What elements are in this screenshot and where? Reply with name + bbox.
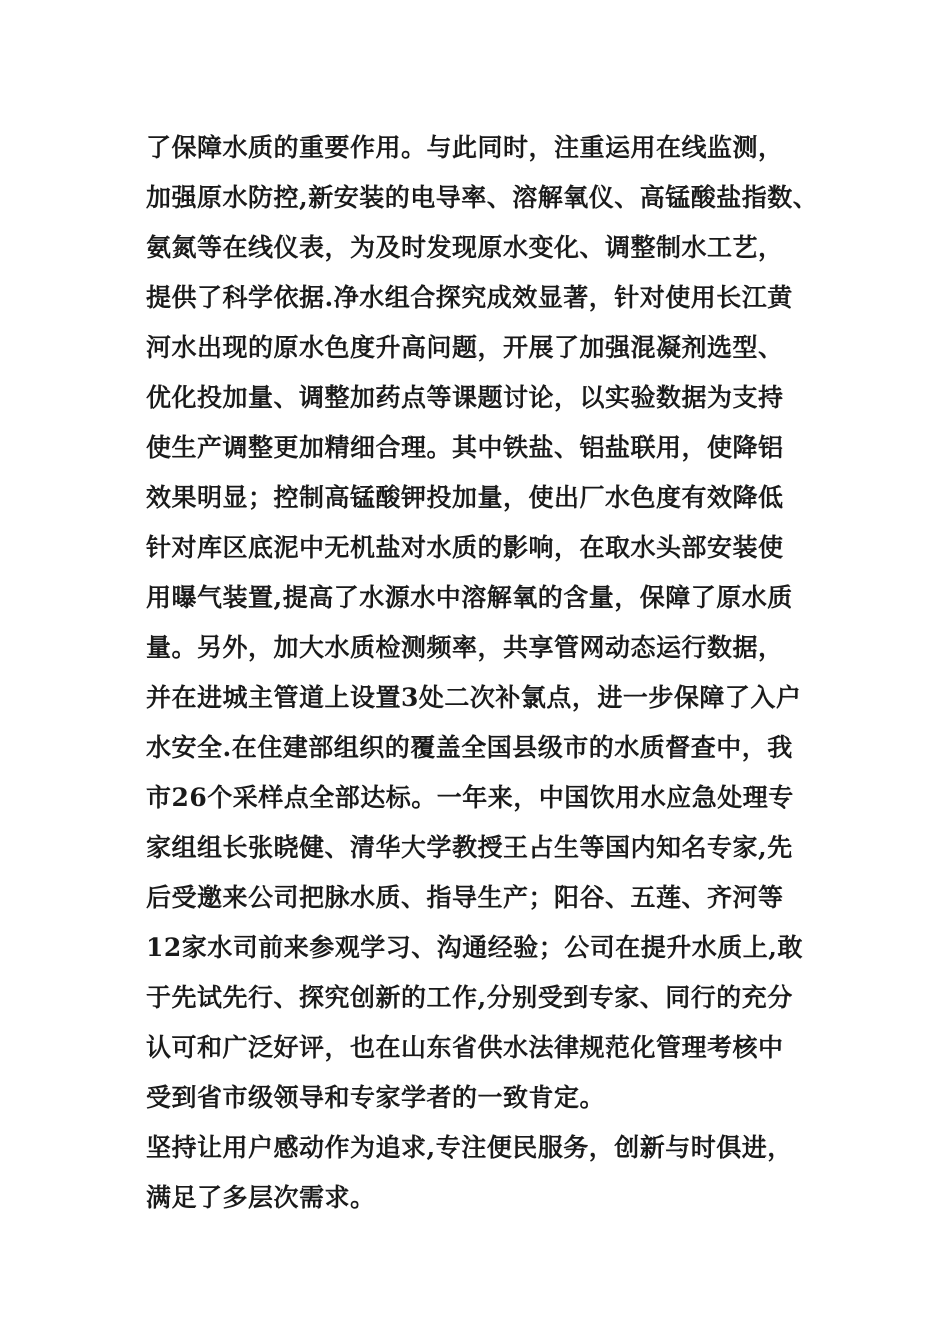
text-line: 河水出现的原水色度升高问题，开展了加强混凝剂选型、 [146, 333, 784, 362]
text-line: 用曝气装置,提高了水源水中溶解氧的含量，保障了原水质 [146, 583, 793, 612]
text-line: 受到省市级领导和专家学者的一致肯定。 [146, 1083, 606, 1112]
text-line: 后受邀来公司把脉水质、指导生产；阳谷、五莲、齐河等 [146, 883, 784, 912]
text-line: 家组组长张晓健、清华大学教授王占生等国内知名专家,先 [146, 833, 793, 862]
text-line: 于先试先行、探究创新的工作,分别受到专家、同行的充分 [146, 983, 793, 1012]
text-line: 市26个采样点全部达标。一年来，中国饮用水应急处理专 [146, 783, 794, 812]
text-line: 坚持让用户感动作为追求,专注便民服务，创新与时俱进， [146, 1133, 793, 1162]
text-line: 认可和广泛好评，也在山东省供水法律规范化管理考核中 [146, 1033, 784, 1062]
text-line: 氨氮等在线仪表，为及时发现原水变化、调整制水工艺， [146, 233, 784, 262]
text-line: 12家水司前来参观学习、沟通经验；公司在提升水质上,敢 [146, 933, 803, 962]
body-text [146, 129, 826, 1229]
text-line: 使生产调整更加精细合理。其中铁盐、铝盐联用，使降铝 [146, 433, 784, 462]
text-line: 效果明显；控制高锰酸钾投加量，使出厂水色度有效降低 [146, 483, 784, 512]
text-line: 水安全.在住建部组织的覆盖全国县级市的水质督查中，我 [146, 733, 793, 762]
text-line: 加强原水防控,新安装的电导率、溶解氧仪、高锰酸盐指数、 [146, 183, 819, 212]
text-line: 了保障水质的重要作用。与此同时，注重运用在线监测， [146, 133, 784, 162]
text-line: 提供了科学依据.净水组合探究成效显著，针对使用长江黄 [146, 283, 793, 312]
text-line: 针对库区底泥中无机盐对水质的影响，在取水头部安装使 [146, 533, 784, 562]
text-line: 满足了多层次需求。 [146, 1183, 376, 1212]
text-line: 并在进城主管道上设置3处二次补氯点，进一步保障了入户 [146, 683, 802, 712]
text-line: 优化投加量、调整加药点等课题讨论，以实验数据为支持 [146, 383, 784, 412]
text-line: 量。另外，加大水质检测频率，共享管网动态运行数据， [146, 633, 784, 662]
